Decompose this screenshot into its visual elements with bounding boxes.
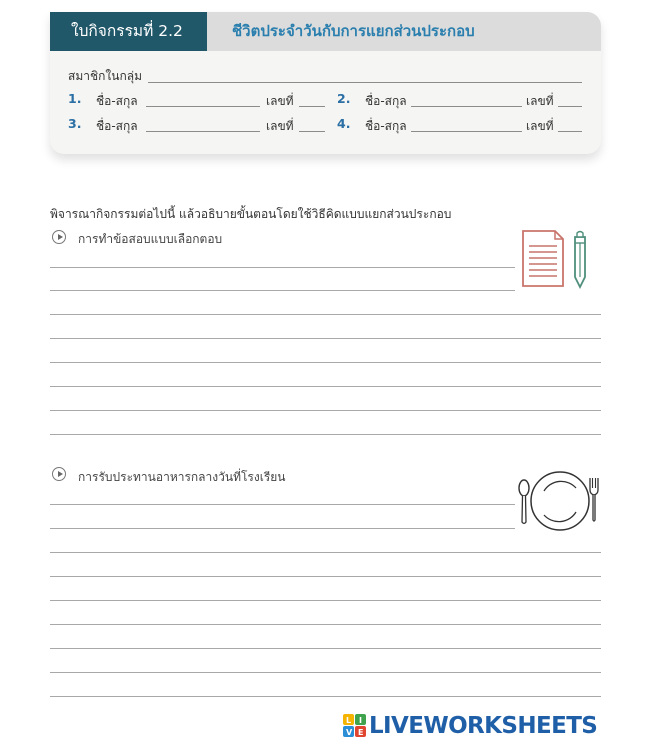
answer-line[interactable]: [50, 290, 515, 291]
members-label: สมาชิกในกลุ่ม: [68, 69, 142, 83]
activity-title: ชีวิตประจำวันกับการแยกส่วนประกอบ: [207, 12, 601, 51]
answer-line[interactable]: [50, 362, 601, 363]
number-label: เลขที่: [266, 119, 294, 133]
answer-line[interactable]: [50, 338, 601, 339]
number-blank[interactable]: [558, 131, 582, 132]
name-blank[interactable]: [146, 106, 260, 107]
svg-text:L: L: [346, 716, 352, 725]
instruction-text: พิจารณากิจกรรมต่อไปนี้ แล้วอธิบายขั้นตอนโดยใช้วิธีคิดแบบแยกส่วนประกอบ: [50, 207, 452, 221]
answer-line[interactable]: [50, 552, 601, 553]
logo-text: LIVEWORKSHEETS: [369, 713, 598, 739]
answer-line[interactable]: [50, 696, 601, 697]
answer-line[interactable]: [50, 672, 601, 673]
name-blank[interactable]: [411, 131, 522, 132]
members-blank[interactable]: [148, 82, 582, 83]
name-label: ชื่อ-สกุล: [96, 119, 138, 133]
svg-text:V: V: [346, 728, 353, 737]
svg-text:I: I: [359, 716, 362, 725]
answer-line[interactable]: [50, 504, 515, 505]
member-number: 4.: [337, 116, 351, 131]
answer-line[interactable]: [50, 576, 601, 577]
number-blank[interactable]: [299, 131, 325, 132]
plate-spoon-fork-icon: [514, 468, 604, 534]
answer-line[interactable]: [50, 434, 601, 435]
answer-line[interactable]: [50, 528, 515, 529]
play-circle-icon: [52, 230, 66, 244]
number-label: เลขที่: [266, 94, 294, 108]
member-number: 1.: [68, 91, 82, 106]
name-blank[interactable]: [146, 131, 260, 132]
name-label: ชื่อ-สกุล: [365, 94, 407, 108]
name-label: ชื่อ-สกุล: [365, 119, 407, 133]
member-number: 2.: [337, 91, 351, 106]
live-blocks-icon: [343, 714, 367, 738]
name-blank[interactable]: [411, 106, 522, 107]
answer-line[interactable]: [50, 600, 601, 601]
section-title-lunch: การรับประทานอาหารกลางวันที่โรงเรียน: [78, 470, 286, 484]
section-title-exam: การทำข้อสอบแบบเลือกตอบ: [78, 232, 223, 246]
name-label: ชื่อ-สกุล: [96, 94, 138, 108]
number-label: เลขที่: [526, 94, 554, 108]
answer-line[interactable]: [50, 314, 601, 315]
exam-paper-pencil-icon: [519, 229, 593, 291]
number-blank[interactable]: [558, 106, 582, 107]
play-circle-icon: [52, 467, 66, 481]
answer-line[interactable]: [50, 267, 515, 268]
svg-text:E: E: [358, 728, 364, 737]
member-number: 3.: [68, 116, 82, 131]
number-label: เลขที่: [526, 119, 554, 133]
answer-line[interactable]: [50, 386, 601, 387]
liveworksheets-logo: [343, 711, 597, 741]
activity-label: ใบกิจกรรมที่ 2.2: [50, 12, 207, 51]
answer-line[interactable]: [50, 624, 601, 625]
answer-line[interactable]: [50, 648, 601, 649]
answer-line[interactable]: [50, 410, 601, 411]
number-blank[interactable]: [299, 106, 325, 107]
